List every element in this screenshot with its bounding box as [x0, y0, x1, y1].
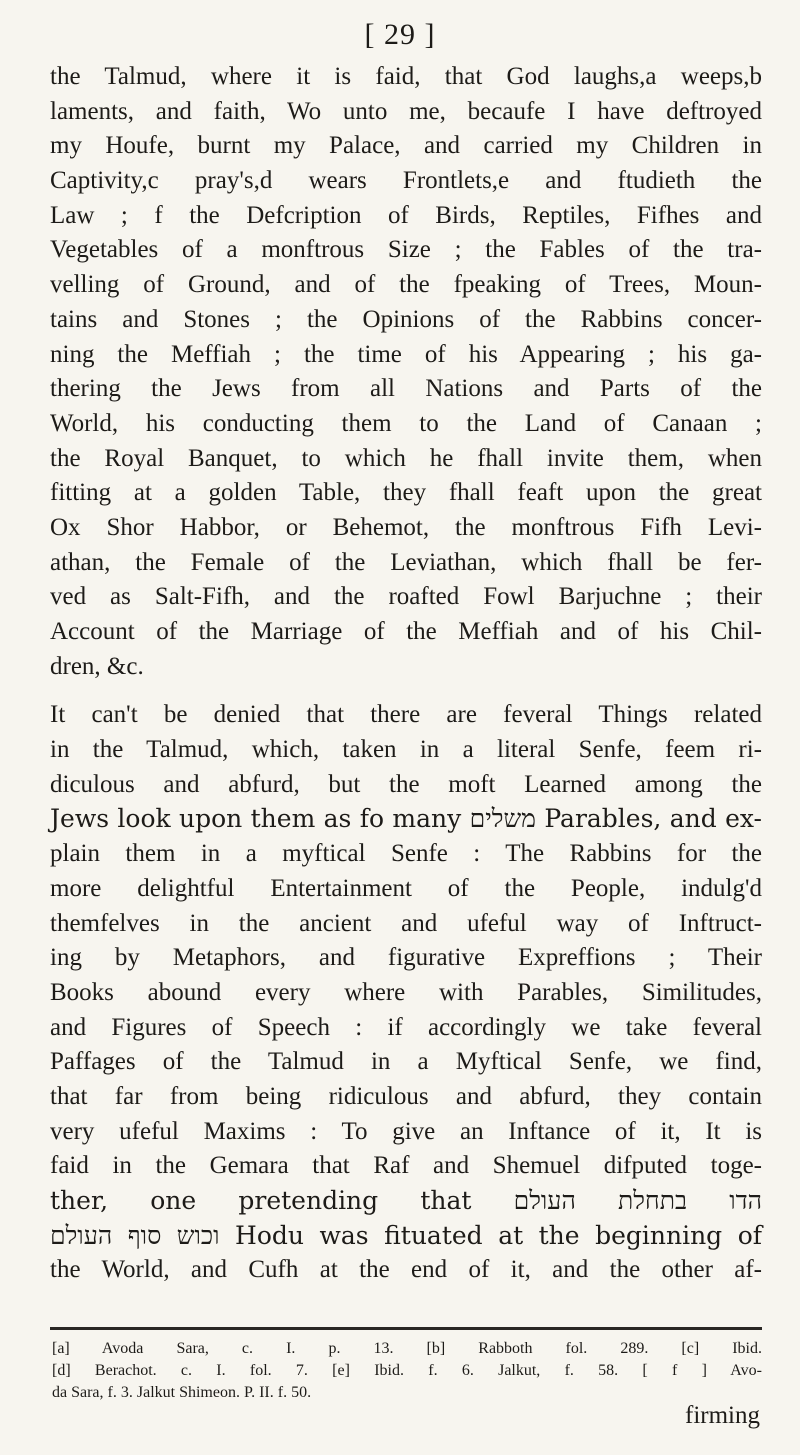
footnotes	[52, 1338, 762, 1404]
text-line: ther, one pretending that הדו בתחלת העולם	[50, 1186, 762, 1215]
text-line: Ox Shor Habbor, or Behemot, the monftrous Fifh Levi-	[50, 513, 762, 541]
text-line: that far from being ridiculous and abfurd, they contain	[50, 1082, 762, 1110]
paragraph-gap	[50, 684, 762, 698]
page-number: [ 29 ]	[364, 18, 436, 51]
text-line: themfelves in the ancient and ufeful way of Inftruct-	[50, 909, 762, 937]
text-line: Jews look upon them as fo many משלים Parables, and ex-	[50, 804, 763, 834]
footnote-rule	[50, 1327, 762, 1330]
text-line: velling of Ground, and of the fpeaking of Trees, Moun-	[50, 271, 762, 299]
text-line: ing by Metaphors, and figurative Expreffions ; Their	[50, 944, 762, 972]
text-line: Books abound every where with Parables, Similitudes,	[50, 978, 762, 1006]
text-line: Paffages of the Talmud in a Myftical Senfe, we find,	[50, 1048, 762, 1076]
text-line: Law ; f the Defcription of Birds, Reptiles, Fifhes and	[50, 201, 762, 229]
text-line: thering the Jews from all Nations and Parts of the	[50, 375, 762, 403]
text-line: It can't be denied that there are feveral Things related	[50, 701, 762, 729]
text-line: athan, the Female of the Leviathan, which fhall be fer-	[50, 548, 762, 576]
main-text	[50, 60, 762, 1288]
footnote-line: [a] Avoda Sara, c. I. p. 13. [b] Rabboth fol. 289. [c] Ibid.	[52, 1340, 762, 1357]
text-line: the Talmud, where it is faid, that God laughs,a weeps,b	[50, 63, 762, 90]
text-line: Account of the Marriage of the Meffiah and of his Chil-	[50, 618, 762, 645]
footnote-line: [d] Berachot. c. I. fol. 7. [e] Ibid. f. 6. Jalkut, f. 58. [ f ] Avo-	[52, 1362, 762, 1379]
text-line: faid in the Gemara that Raf and Shemuel difputed toge-	[50, 1152, 762, 1180]
text-line: וכוש סוף העולם Hodu was fituated at the beginning of	[50, 1220, 762, 1250]
text-line: more delightful Entertainment of the People, indulg'd	[50, 874, 762, 902]
text-line: Vegetables of a monftrous Size ; the Fables of the tra-	[50, 236, 762, 264]
text-line: diculous and abfurd, but the moft Learned among the	[50, 770, 762, 798]
catchword: firming	[685, 1402, 760, 1429]
text-line: the World, and Cufh at the end of it, and the other af-	[50, 1256, 762, 1284]
text-line: plain them in a myftical Senfe : The Rabbins for the	[50, 840, 762, 868]
text-line: laments, and faith, Wo unto me, becaufe I have deftroyed	[50, 97, 762, 125]
footnote-line: da Sara, f. 3. Jalkut Shimeon. P. II. f. 50.	[52, 1384, 312, 1401]
text-line: my Houfe, burnt my Palace, and carried my Children in	[50, 132, 762, 160]
text-line: World, his conducting them to the Land of Canaan ;	[50, 409, 762, 437]
text-line: very ufeful Maxims : To give an Inftance of it, It is	[50, 1117, 762, 1145]
text-line: ved as Salt-Fifh, and the roafted Fowl Barjuchne ; their	[50, 583, 762, 611]
text-line: Captivity,c pray's,d wears Frontlets,e and ftudieth the	[50, 167, 762, 195]
text-line: ning the Meffiah ; the time of his Appearing ; his ga-	[50, 340, 762, 368]
text-line: tains and Stones ; the Opinions of the Rabbins concer-	[50, 305, 762, 333]
text-line: in the Talmud, which, taken in a literal Senfe, feem ri-	[50, 736, 762, 764]
text-line: the Royal Banquet, to which he fhall invite them, when	[50, 444, 762, 472]
text-line: fitting at a golden Table, they fhall feaft upon the great	[50, 479, 762, 507]
text-line: and Figures of Speech : if accordingly we take feveral	[50, 1013, 762, 1041]
text-line: dren, &c.	[50, 652, 144, 680]
